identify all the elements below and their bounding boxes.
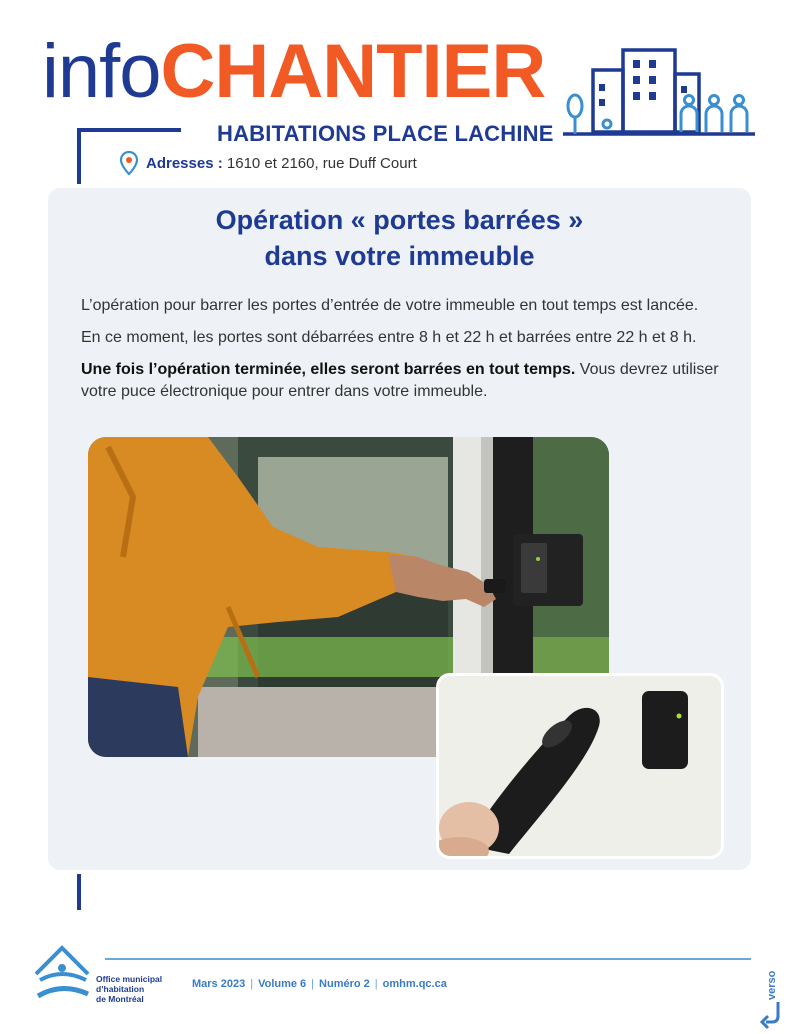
paragraph-1: L’opération pour barrer les portes d’entrée de votre immeuble en tout temps est lancée. (81, 297, 699, 314)
article-headline (48, 202, 751, 274)
website-link[interactable]: omhm.qc.ca (382, 978, 447, 990)
city-buildings-icon (563, 44, 755, 140)
issue-number: Numéro 2 (319, 978, 370, 990)
paragraph-3 (81, 359, 741, 403)
brand-info: info (42, 29, 161, 114)
org-name-line-1: Office municipal (96, 974, 163, 984)
paragraph-2: En ce moment, les portes sont débarrées entre 8 h et 22 h et barrées entre 22 h et 8 h. (81, 329, 697, 346)
brand-chantier: CHANTIER (160, 29, 546, 114)
project-subtitle: HABITATIONS PLACE LACHINE (217, 121, 554, 146)
header-rule-vertical (77, 128, 81, 184)
verso-indicator[interactable] (760, 960, 790, 1020)
paragraph-3-rest: Vous devrez utiliser votre puce électronique pour entrer dans votre immeuble. (81, 361, 719, 400)
separator: | (374, 978, 378, 990)
address-line (120, 151, 417, 175)
address-label: Adresses : (146, 154, 223, 172)
footer-rule-vertical (77, 874, 81, 910)
headline-line-2: dans votre immeuble (264, 241, 535, 271)
key-fob-illustration (439, 676, 721, 856)
separator: | (250, 978, 254, 990)
brand-title (42, 29, 546, 114)
separator: | (311, 978, 315, 990)
issue-volume: Volume 6 (258, 978, 307, 990)
key-fob-photo (436, 673, 724, 859)
omhm-logo-icon (34, 944, 94, 1004)
verso-label: verso (766, 970, 778, 1000)
paragraph-3-bold: Une fois l’opération terminée, elles seront barrées en tout temps. (81, 361, 576, 378)
issue-date: Mars 2023 (192, 978, 246, 990)
issue-meta (192, 978, 447, 990)
org-name-line-3: de Montréal (96, 994, 144, 1004)
address-value: 1610 et 2160, rue Duff Court (226, 154, 417, 172)
headline-line-1: Opération « portes barrées » (215, 205, 584, 235)
turn-page-arrow-icon (760, 1000, 790, 1030)
location-pin-icon (120, 151, 138, 175)
footer-rule (105, 958, 751, 960)
header-rule (77, 128, 181, 132)
org-name-line-2: d’habitation (96, 984, 145, 994)
org-name (96, 974, 186, 1004)
